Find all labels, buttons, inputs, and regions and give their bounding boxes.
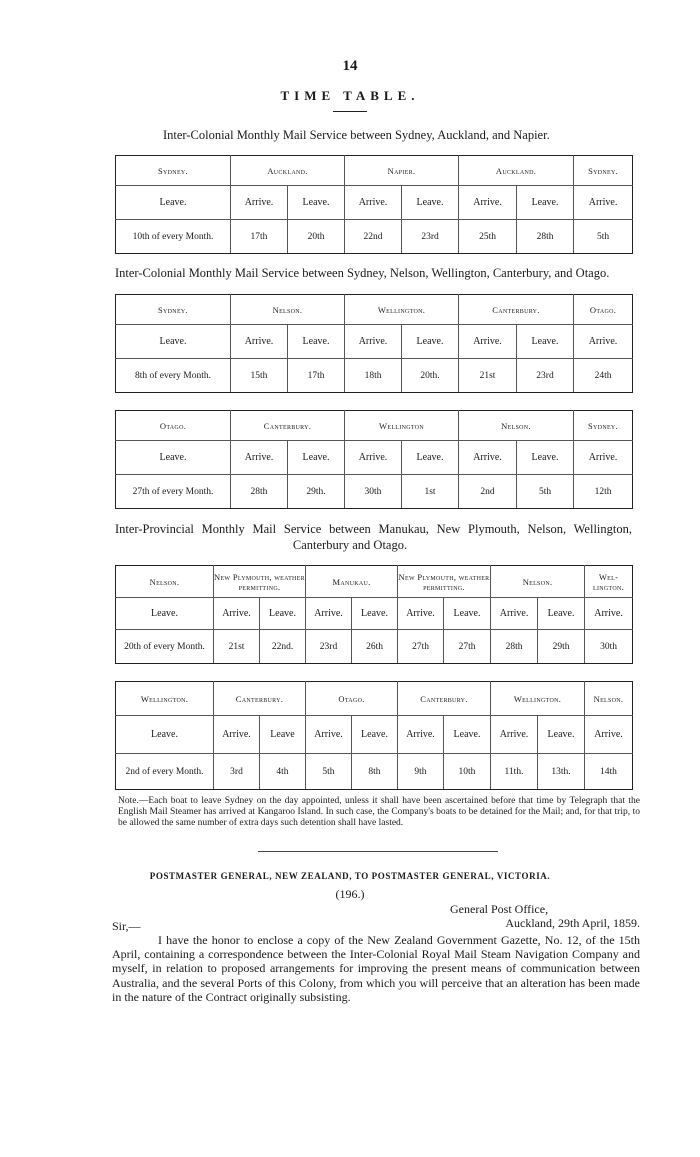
subheader-cell: Arrive. <box>306 598 352 630</box>
header-cell: Wellington <box>345 411 459 441</box>
subheader-cell: Leave. <box>517 441 574 475</box>
subheader-cell: Leave. <box>444 598 491 630</box>
header-cell: Auckland. <box>231 156 345 186</box>
data-cell: 8th of every Month. <box>116 359 231 393</box>
header-cell: Otago. <box>306 682 398 716</box>
letter-salutation: Sir,— <box>112 919 141 933</box>
data-cell: 29th <box>538 630 585 664</box>
data-cell: 22nd <box>345 220 402 254</box>
subheader-cell: Leave. <box>517 325 574 359</box>
subheader-cell: Arrive. <box>214 598 260 630</box>
title-rule <box>333 111 367 112</box>
table4-caption-line2: Canterbury and Otago. <box>292 538 408 552</box>
table4-caption: Inter-Provincial Monthly Mail Service between Manukau, New Plymouth, Nelson, Wellington, <box>115 522 632 536</box>
subheader-cell: Leave. <box>402 186 459 220</box>
subheader-cell: Arrive. <box>574 441 633 475</box>
letter-heading: POSTMASTER GENERAL, NEW ZEALAND, TO POSTMASTER GENERAL, VICTORIA. <box>149 871 551 881</box>
header-cell: Canterbury. <box>214 682 306 716</box>
subheader-cell: Leave. <box>402 441 459 475</box>
subheader-cell: Arrive. <box>231 186 288 220</box>
header-cell: Sydney. <box>116 156 231 186</box>
subheader-cell: Arrive. <box>585 598 633 630</box>
subheader-cell: Arrive. <box>459 186 517 220</box>
subheader-cell: Leave. <box>538 598 585 630</box>
header-cell: Sydney. <box>574 411 633 441</box>
subheader-cell: Arrive. <box>231 441 288 475</box>
subheader-cell: Arrive. <box>214 716 260 754</box>
subheader-cell: Leave. <box>288 325 345 359</box>
subheader-cell: Arrive. <box>459 325 517 359</box>
subheader-cell: Arrive. <box>345 325 402 359</box>
data-cell: 2nd of every Month. <box>116 754 214 790</box>
subheader-cell: Arrive. <box>574 186 633 220</box>
subheader-cell: Leave. <box>260 598 306 630</box>
timetable-4 <box>115 565 633 664</box>
data-cell: 27th <box>398 630 444 664</box>
data-cell: 14th <box>585 754 633 790</box>
header-cell: Sydney. <box>116 295 231 325</box>
data-cell: 2nd <box>459 475 517 509</box>
header-cell: Manukau. <box>306 566 398 598</box>
data-cell: 20th <box>288 220 345 254</box>
timetable-2 <box>115 294 633 393</box>
data-cell: 18th <box>345 359 402 393</box>
letter-address-line1: General Post Office, <box>450 902 549 916</box>
data-cell: 10th <box>444 754 491 790</box>
header-cell: Sydney. <box>574 156 633 186</box>
data-cell: 30th <box>585 630 633 664</box>
subheader-cell: Arrive. <box>345 441 402 475</box>
data-cell: 5th <box>517 475 574 509</box>
table1-caption: Inter-Colonial Monthly Mail Service between Sydney, Auckland, and Napier. <box>163 128 550 142</box>
header-cell: Nelson. <box>459 411 574 441</box>
header-cell: Wellington. <box>491 682 585 716</box>
data-cell: 17th <box>231 220 288 254</box>
data-cell: 1st <box>402 475 459 509</box>
subheader-cell: Arrive. <box>306 716 352 754</box>
subheader-cell: Leave. <box>116 325 231 359</box>
data-cell: 15th <box>231 359 288 393</box>
subheader-cell: Arrive. <box>574 325 633 359</box>
data-cell: 5th <box>574 220 633 254</box>
page-number: 14 <box>342 58 358 74</box>
data-cell: 21st <box>214 630 260 664</box>
page-title: TIME TABLE. <box>280 88 420 103</box>
letter-body: I have the honor to enclose a copy of the New Zealand Government Gazette, No. 12, of the 15th April, containing a correspondence between the Inter-Colonial Royal Mail Steam Navigation Company and myself, in relation to proposed arrangements for improving the present means of communication between Australia, and the several Ports of this Colony, from which you will perceive that an alteration has been made in the nature of the Contract originally subsisting. <box>112 933 640 1004</box>
letter-address-line2: Auckland, 29th April, 1859. <box>505 916 640 930</box>
subheader-cell: Arrive. <box>398 716 444 754</box>
header-cell: Canterbury. <box>398 682 491 716</box>
header-cell: Nelson. <box>116 566 214 598</box>
subheader-cell: Leave. <box>116 598 214 630</box>
subheader-cell: Arrive. <box>491 716 538 754</box>
data-cell: 21st <box>459 359 517 393</box>
data-cell: 20th. <box>402 359 459 393</box>
header-cell: Otago. <box>116 411 231 441</box>
subheader-cell: Arrive. <box>585 716 633 754</box>
header-cell: New Plymouth, weather permitting. <box>398 566 491 598</box>
subheader-cell: Arrive. <box>345 186 402 220</box>
data-cell: 25th <box>459 220 517 254</box>
data-cell: 5th <box>306 754 352 790</box>
subheader-cell: Leave. <box>288 186 345 220</box>
subheader-cell: Leave. <box>288 441 345 475</box>
header-cell: Nelson. <box>491 566 585 598</box>
data-cell: 4th <box>260 754 306 790</box>
data-cell: 20th of every Month. <box>116 630 214 664</box>
timetable-5 <box>115 681 633 790</box>
subheader-cell: Leave. <box>116 441 231 475</box>
header-cell: Canterbury. <box>231 411 345 441</box>
data-cell: 22nd. <box>260 630 306 664</box>
timetable-1 <box>115 155 633 254</box>
subheader-cell: Leave. <box>352 716 398 754</box>
subheader-cell: Leave. <box>116 716 214 754</box>
data-cell: 28th <box>231 475 288 509</box>
header-cell: Nelson. <box>231 295 345 325</box>
header-cell: Wellington. <box>116 682 214 716</box>
data-cell: 27th of every Month. <box>116 475 231 509</box>
subheader-cell: Leave <box>260 716 306 754</box>
data-cell: 26th <box>352 630 398 664</box>
data-cell: 23rd <box>306 630 352 664</box>
section-separator <box>258 851 498 852</box>
subheader-cell: Arrive. <box>491 598 538 630</box>
header-cell: Otago. <box>574 295 633 325</box>
header-cell: Canterbury. <box>459 295 574 325</box>
header-cell: Nelson. <box>585 682 633 716</box>
data-cell: 9th <box>398 754 444 790</box>
header-cell: Auckland. <box>459 156 574 186</box>
data-cell: 28th <box>491 630 538 664</box>
subheader-cell: Leave. <box>402 325 459 359</box>
data-cell: 8th <box>352 754 398 790</box>
subheader-cell: Leave. <box>517 186 574 220</box>
data-cell: 13th. <box>538 754 585 790</box>
header-cell: Wel-lington. <box>585 566 633 598</box>
subheader-cell: Leave. <box>444 716 491 754</box>
subheader-cell: Leave. <box>538 716 585 754</box>
subheader-cell: Arrive. <box>459 441 517 475</box>
header-cell: New Plymouth, weather permitting. <box>214 566 306 598</box>
data-cell: 30th <box>345 475 402 509</box>
table2-caption: Inter-Colonial Monthly Mail Service between Sydney, Nelson, Wellington, Canterbury, and Otago. <box>115 266 610 280</box>
data-cell: 17th <box>288 359 345 393</box>
subheader-cell: Leave. <box>116 186 231 220</box>
data-cell: 11th. <box>491 754 538 790</box>
data-cell: 29th. <box>288 475 345 509</box>
data-cell: 3rd <box>214 754 260 790</box>
timetable-note: Note.—Each boat to leave Sydney on the day appointed, unless it shall have been ascertained before that time by Telegraph that the English Mail Steamer has arrived at Kangaroo Island. In such case, the Company's boats to be detained for the Mail; and, for that trip, to be allowed the same number of extra days such detention shall have lasted. <box>118 796 640 828</box>
data-cell: 10th of every Month. <box>116 220 231 254</box>
data-cell: 23rd <box>517 359 574 393</box>
data-cell: 24th <box>574 359 633 393</box>
data-cell: 28th <box>517 220 574 254</box>
subheader-cell: Leave. <box>352 598 398 630</box>
data-cell: 27th <box>444 630 491 664</box>
data-cell: 23rd <box>402 220 459 254</box>
letter-number: (196.) <box>335 887 365 901</box>
data-cell: 12th <box>574 475 633 509</box>
header-cell: Wellington. <box>345 295 459 325</box>
subheader-cell: Arrive. <box>231 325 288 359</box>
header-cell: Napier. <box>345 156 459 186</box>
subheader-cell: Arrive. <box>398 598 444 630</box>
timetable-3 <box>115 410 633 509</box>
